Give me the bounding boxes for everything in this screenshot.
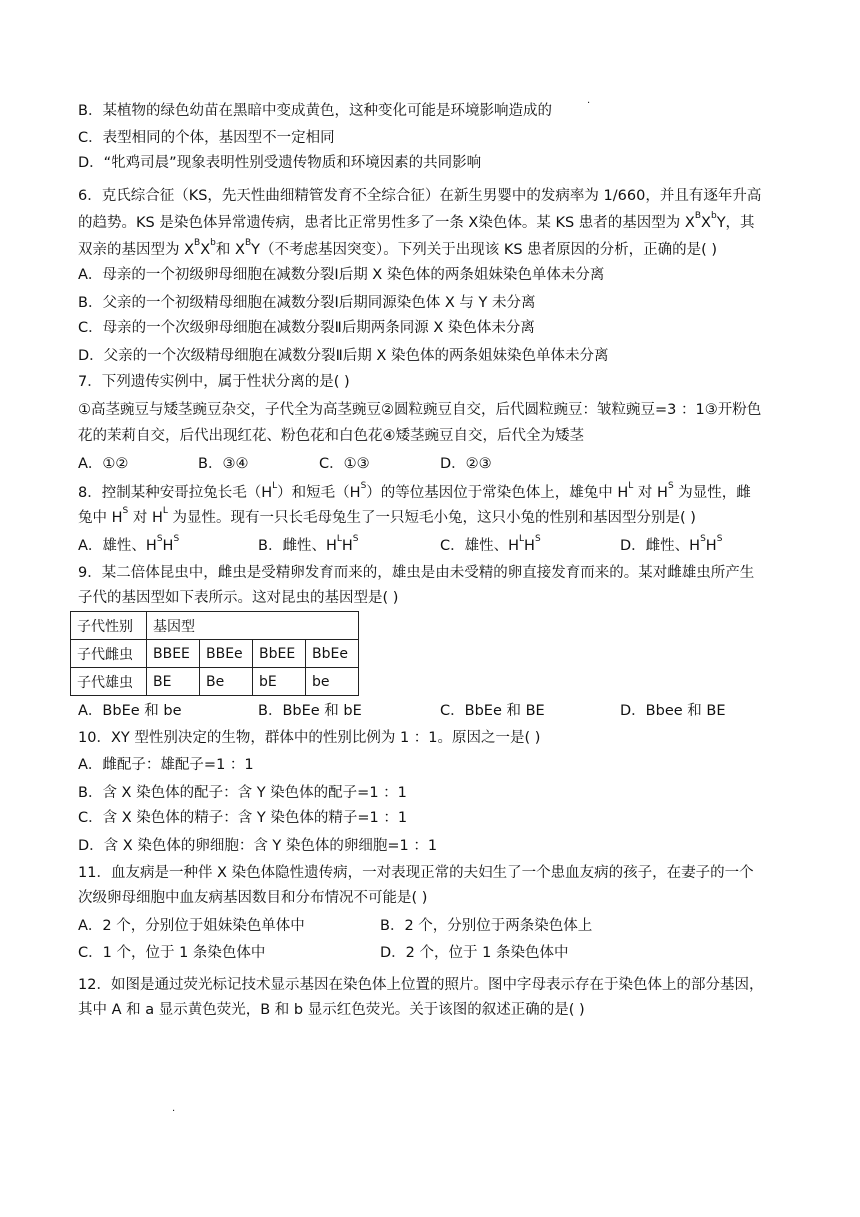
table-cell: bE <box>253 668 306 696</box>
q12-stem-line2: 其中 A 和 a 显示黄色荧光，B 和 b 显示红色荧光。关于该图的叙述正确的是( ) <box>78 1002 585 1018</box>
table-cell: BbEe <box>306 640 359 668</box>
q10-option-d: D．含 X 染色体的卵细胞：含 Y 染色体的卵细胞=1 ：1 <box>78 838 438 854</box>
q9-stem-line1: 9．某二倍体昆虫中，雌虫是受精卵发育而来的，雄虫是由未受精的卵直接发育而来的。某对雌雄虫所产生 <box>78 565 755 581</box>
table-cell: Be <box>200 668 253 696</box>
q7-option-b: B．③④ <box>198 456 249 472</box>
genotype-table <box>70 611 359 696</box>
table-cell: BE <box>147 668 200 696</box>
q7-option-a: A．①② <box>78 456 129 472</box>
q9-option-d: D．Bbee 和 BE <box>620 703 726 719</box>
q11-stem-line2: 次级卵母细胞中血友病基因数目和分布情况不可能是( ) <box>78 890 428 906</box>
table-cell: BBEe <box>200 640 253 668</box>
q6-stem-line1: 6．克氏综合征（KS，先天性曲细精管发育不全综合征）在新生男婴中的发病率为 1/660，并且有逐年升高 <box>78 188 762 204</box>
q7-option-d: D．②③ <box>440 456 492 472</box>
q9-option-b: B．BbEe 和 bE <box>258 703 362 719</box>
q11-option-d: D．2 个，位于 1 条染色体中 <box>380 945 569 961</box>
table-cell: be <box>306 668 359 696</box>
q6-option-d: D．父亲的一个次级精母细胞在减数分裂Ⅱ后期 X 染色体的两条姐妹染色单体未分离 <box>78 348 609 364</box>
q9-option-a: A．BbEe 和 be <box>78 703 182 719</box>
q5-option-b: B．某植物的绿色幼苗在黑暗中变成黄色，这种变化可能是环境影响造成的 <box>78 103 552 119</box>
q6-option-b: B．父亲的一个初级精母细胞在减数分裂Ⅰ后期同源染色体 X 与 Y 未分离 <box>78 295 536 311</box>
q9-option-c: C．BbEe 和 BE <box>440 703 545 719</box>
q11-option-a: A．2 个，分别位于姐妹染色单体中 <box>78 918 305 934</box>
table-header-cell: 子代性别 <box>71 612 147 640</box>
table-cell: BbEE <box>253 640 306 668</box>
q11-option-b: B．2 个，分别位于两条染色体上 <box>380 918 593 934</box>
q8-stem-line2: 兔中 $H^S$ 对 $H^L$ 为显性。现有一只长毛母兔生了一只短毛小兔，这只小兔的性别和基因型分别是( ) <box>78 506 696 526</box>
table-cell: 子代雌虫 <box>71 640 147 668</box>
q5-option-c: C．表型相同的个体，基因型不一定相同 <box>78 130 335 146</box>
q8-stem-line1: 8．控制某种安哥拉兔长毛$(H^L)$和短毛$(H^S)$的等位基因位于常染色体上，雄兔中 $H^L$ 对 $H^S$ 为显性，雌 <box>78 481 751 501</box>
q10-option-c: C．含 X 染色体的精子：含 Y 染色体的精子=1 ：1 <box>78 810 408 826</box>
table-row <box>71 640 359 668</box>
q7-option-c: C．①③ <box>319 456 370 472</box>
table-header-row <box>71 612 359 640</box>
table-row <box>71 668 359 696</box>
q9-stem-line2: 子代的基因型如下表所示。这对昆虫的基因型是( ) <box>78 590 399 606</box>
q6-stem-line2: 的趋势。KS 是染色体异常遗传病，患者比正常男性多了一条 X染色体。某 KS 患者的基因型为 $X^BX^bY$，其 <box>78 211 755 231</box>
q6-option-c: C．母亲的一个次级卵母细胞在减数分裂Ⅱ后期两条同源 X 染色体未分离 <box>78 320 535 336</box>
q7-stem: 7．下列遗传实例中，属于性状分离的是( ) <box>78 374 350 390</box>
q8-option-c: C．雄性、$H^LH^S$ <box>440 534 541 554</box>
q10-option-b: B．含 X 染色体的配子：含 Y 染色体的配子=1 ：1 <box>78 785 407 801</box>
table-cell: BBEE <box>147 640 200 668</box>
q6-option-a: A．母亲的一个初级卵母细胞在减数分裂Ⅰ后期 X 染色体的两条姐妹染色单体未分离 <box>78 267 605 283</box>
q5-option-d: D．“牝鸡司晨”现象表明性别受遗传物质和环境因素的共同影响 <box>78 155 482 171</box>
q7-examples-line2: 花的茉莉自交，后代出现红花、粉色花和白色花④矮茎豌豆自交，后代全为矮茎 <box>78 428 584 444</box>
q8-option-a: A．雄性、$H^SH^S$ <box>78 534 180 554</box>
q10-option-a: A．雌配子：雄配子=1 ：1 <box>78 757 254 773</box>
table-header-cell: 基因型 <box>147 612 359 640</box>
table-cell: 子代雄虫 <box>71 668 147 696</box>
q8-option-d: D．雌性、$H^SH^S$ <box>620 534 723 554</box>
q11-option-c: C．1 个，位于 1 条染色体中 <box>78 945 266 961</box>
q8-option-b: B．雌性、$H^LH^S$ <box>258 534 359 554</box>
stray-dot-mark: . <box>172 1103 176 1114</box>
q6-stem-line3: 双亲的基因型为 $X^BX^b$和 $X^BY$（不考虑基因突变）。下列关于出现该 KS 患者原因的分析，正确的是( ) <box>78 238 718 258</box>
q10-stem: 10．XY 型性别决定的生物，群体中的性别比例为 1 ：1。原因之一是( ) <box>78 730 541 746</box>
q12-stem-line1: 12．如图是通过荧光标记技术显示基因在染色体上位置的照片。图中字母表示存在于染色体上的部分基因， <box>78 977 764 993</box>
q11-stem-line1: 11．血友病是一种伴 X 染色体隐性遗传病，一对表现正常的夫妇生了一个患血友病的孩子，在妻子的一个 <box>78 865 754 881</box>
q7-examples-line1: ①高茎豌豆与矮茎豌豆杂交，子代全为高茎豌豆②圆粒豌豆自交，后代圆粒豌豆：皱粒豌豆=3 ：1③开粉色 <box>78 402 762 418</box>
stray-dot-mark: · <box>587 98 591 109</box>
